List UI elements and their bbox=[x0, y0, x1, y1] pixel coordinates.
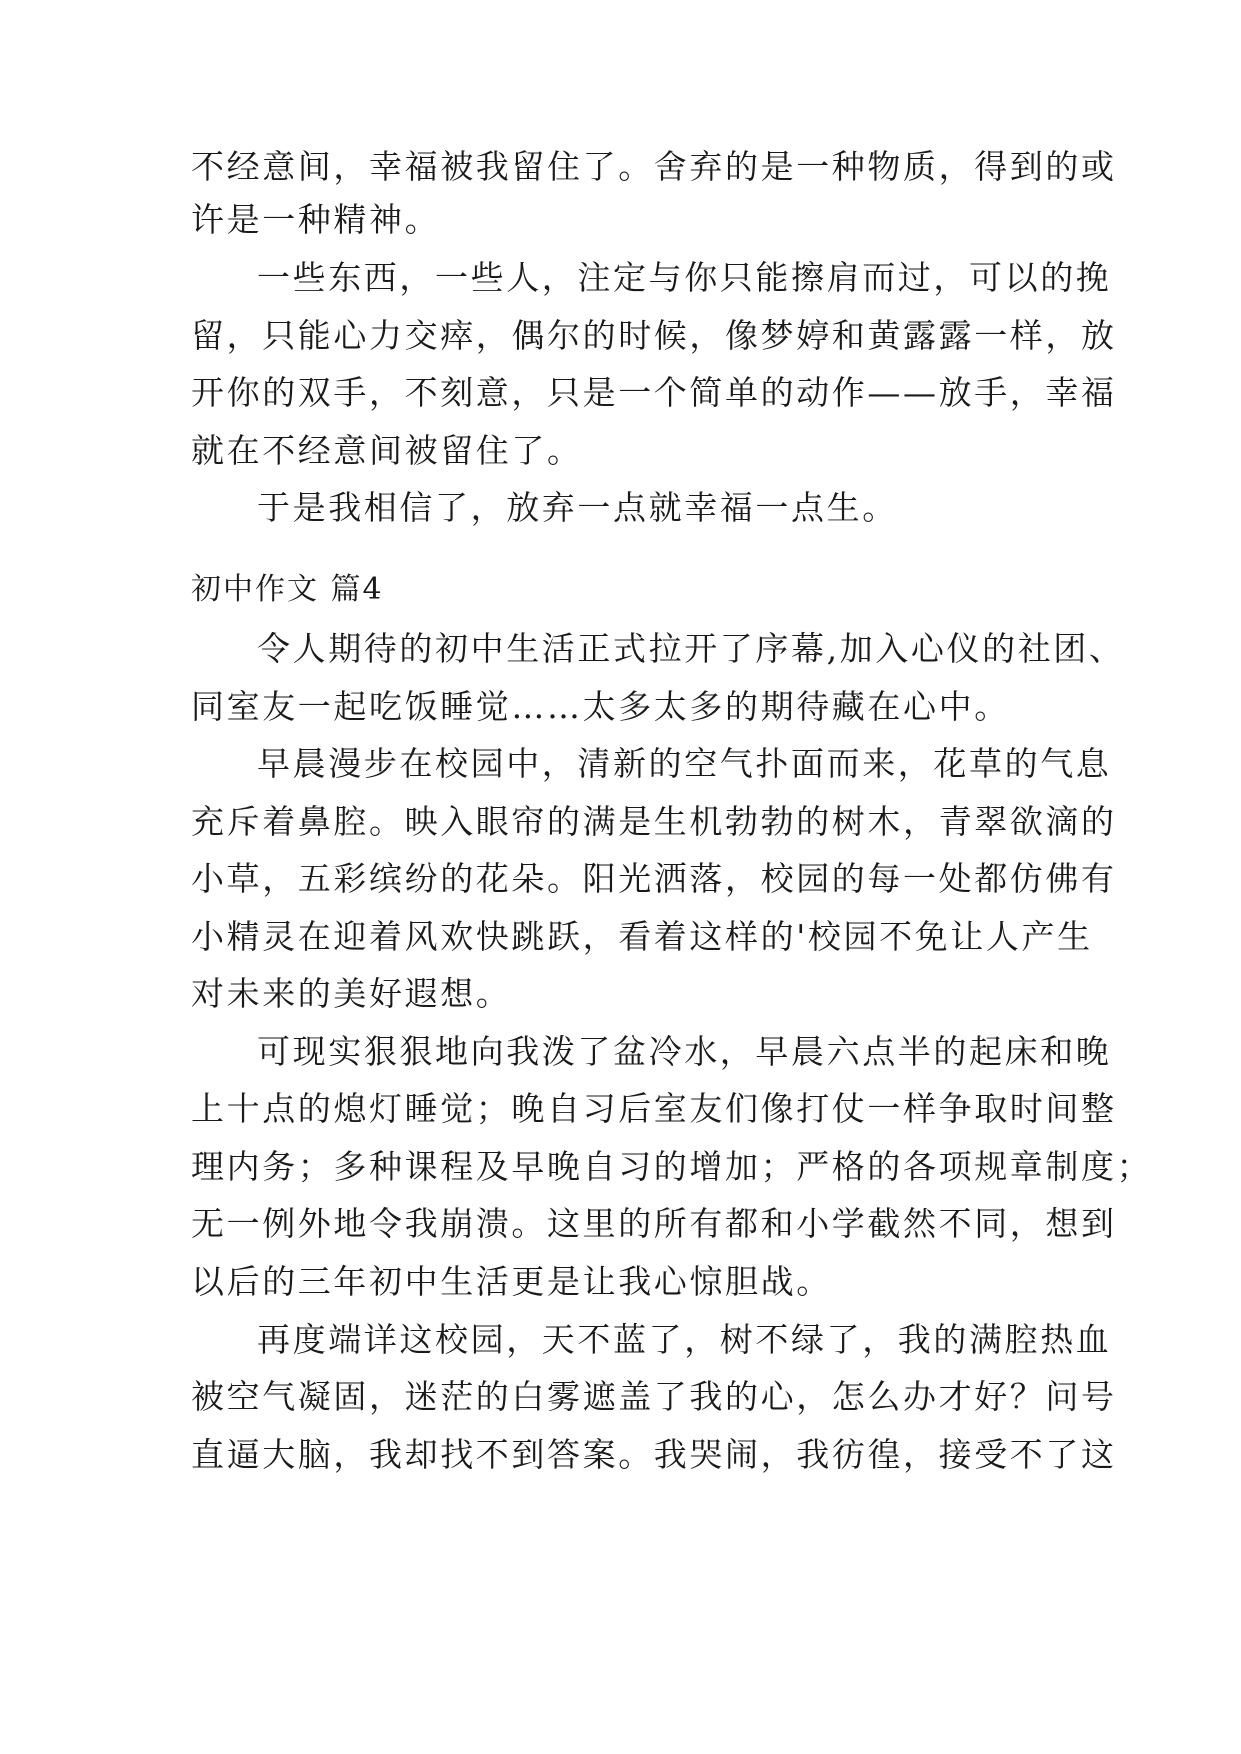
text-line: 小草，五彩缤纷的花朵。阳光洒落，校园的每一处都仿佛有 bbox=[191, 859, 1117, 898]
text-line: 理内务；多种课程及早晚自习的增加；严格的各项规章制度； bbox=[191, 1147, 1153, 1186]
text-line: 上十点的熄灯睡觉；晚自习后室友们像打仗一样争取时间整 bbox=[191, 1089, 1117, 1128]
text-line: 令人期待的初中生活正式拉开了序幕,加入心仪的社团、 bbox=[257, 629, 1125, 668]
text-line: 以后的三年初中生活更是让我心惊胆战。 bbox=[191, 1262, 832, 1301]
text-line: 被空气凝固，迷茫的白雾遮盖了我的心，怎么办才好？问号 bbox=[191, 1377, 1117, 1416]
text-line: 再度端详这校园，天不蓝了，树不绿了，我的满腔热血 bbox=[257, 1320, 1112, 1359]
text-line: 对未来的美好遐想。 bbox=[191, 974, 512, 1013]
text-line: 留，只能心力交瘁，偶尔的时候，像梦婷和黄露露一样，放 bbox=[191, 316, 1117, 355]
text-line: 无一例外地令我崩溃。这里的所有都和小学截然不同，想到 bbox=[191, 1204, 1117, 1243]
section-heading: 初中作文 篇4 bbox=[191, 572, 384, 607]
text-line: 充斥着鼻腔。映入眼帘的满是生机勃勃的树木，青翠欲滴的 bbox=[191, 802, 1117, 841]
text-line: 早晨漫步在校园中，清新的空气扑面而来，花草的气息 bbox=[257, 744, 1112, 783]
text-line: 于是我相信了，放弃一点就幸福一点生。 bbox=[257, 488, 898, 527]
text-line: 许是一种精神。 bbox=[191, 200, 441, 239]
text-line: 开你的双手，不刻意，只是一个简单的动作——放手，幸福 bbox=[191, 373, 1117, 412]
text-line: 直逼大脑，我却找不到答案。我哭闹，我彷徨，接受不了这 bbox=[191, 1435, 1117, 1474]
text-line: 不经意间，幸福被我留住了。舍弃的是一种物质，得到的或 bbox=[191, 147, 1117, 186]
text-line: 同室友一起吃饭睡觉……太多太多的期待藏在心中。 bbox=[191, 687, 1010, 726]
text-line: 一些东西，一些人，注定与你只能擦肩而过，可以的挽 bbox=[257, 258, 1112, 297]
text-line: 可现实狠狠地向我泼了盆冷水，早晨六点半的起床和晚 bbox=[257, 1032, 1112, 1071]
text-line: 就在不经意间被留住了。 bbox=[191, 431, 583, 470]
text-line: 小精灵在迎着风欢快跳跃，看着这样的'校园不免让人产生 bbox=[191, 917, 1093, 956]
